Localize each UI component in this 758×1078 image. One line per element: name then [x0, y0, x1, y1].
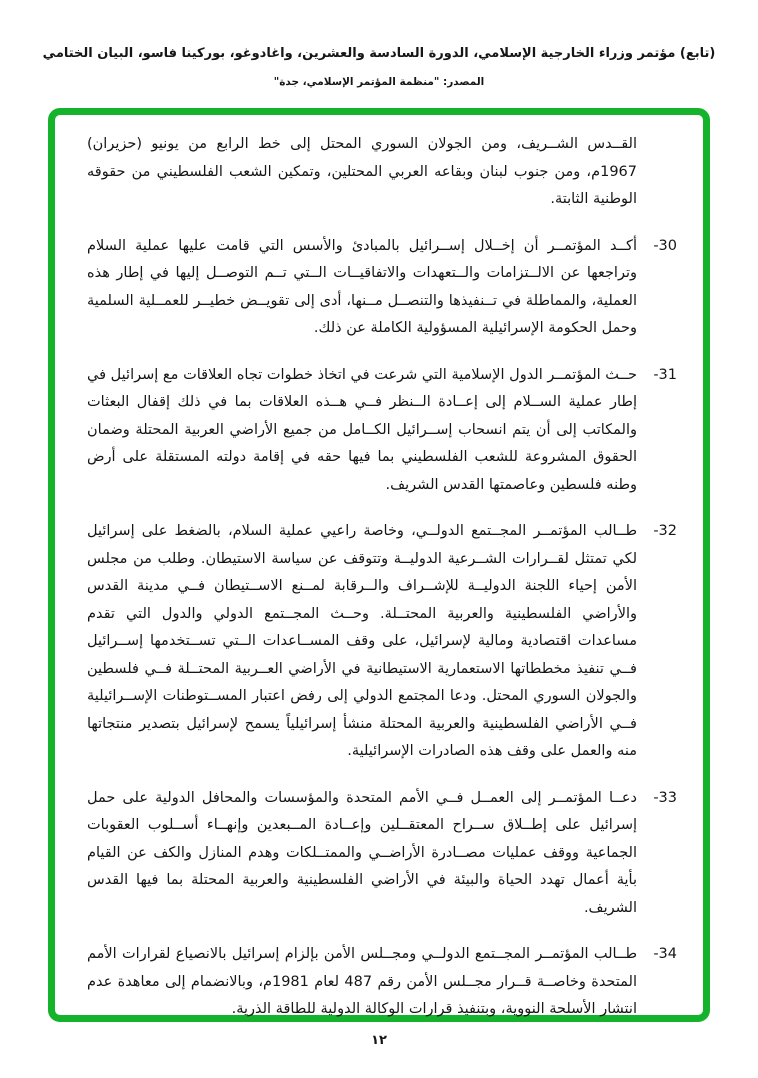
page-footer: [0, 1033, 758, 1048]
item-number-31: -31: [653, 366, 677, 383]
content-border-box: [48, 108, 710, 1022]
item-number-32: -32: [653, 523, 677, 539]
numbered-paragraph-31: [87, 362, 677, 500]
header-source-line: المصدر: "منظمة المؤتمر الإسلامي، جدة": [273, 76, 485, 88]
numbered-paragraph-33: [87, 785, 677, 923]
numbered-paragraph-30: [87, 233, 677, 343]
numbered-paragraph-32: [87, 518, 677, 766]
item-text-31: حــث المؤتمــر الدول الإسلامية التي شرعت في اتخاذ خطوات تجاه العلاقات مع إسرائيل في إطار عملية الســلام إلى إعــادة الــنظر فــي هــذه العلاقات بما في ذلك إقفال البعثات والمكاتب إلى أن يتم انسحاب إســرائيل الكــامل من جميع الأراضي العربية المحتلة وضمان الحقوق المشروعة للشعب الفلسطيني بما فيها حقه في إقامة دولته المستقلة على أرض وطنه فلسطين وعاصمتها القدس الشريف.: [87, 366, 637, 493]
item-text-32: طــالب المؤتمــر المجــتمع الدولــي، وخاصة راعيي عملية السلام، بالضغط على إسرائيل لكي تمتثل لقــرارات الشــرعية الدوليــة وتتوقف عن سياسة الاستيطان. وطلب من مجلس الأمن إحياء اللجنة الدوليــة للإشــراف والــرقابة لمــنع الاســتيطان فــي مدينة القدس والأراضي الفلسطينية والعربية المحتــلة. وحــث المجــتمع الدولي والدول التي تقدم مساعدات اقتصادية ومالية لإسرائيل، على وقف المســاعدات الــتي تســتخدمها إســرائيل فــي تنفيذ مخططاتها الاستعمارية الاستيطانية في الأراضي العــربية المحتــلة فــي فلسطين والجولان السوري المحتل. ودعا المجتمع الدولي إلى رفض اعتبار المســتوطنات الإســرائيلية فــي الأراضي الفلسطينية والعربية المحتلة منشأ إسرائيلياً يسمح لإسرائيل بتصدير منتجاتها منه والعمل على وقف هذه الصادرات الإسرائيلية.: [87, 523, 637, 759]
page-header: [0, 44, 758, 89]
header-title: (تابع) مؤتمر وزراء الخارجية الإسلامي، الدورة السادسة والعشرين، واغادوغو، بوركينا فاسو، البيان الختامي: [42, 46, 716, 61]
page-number: ١٢: [371, 1033, 387, 1048]
item-text-30: أكــد المؤتمــر أن إخــلال إســرائيل بالمبادئ والأسس التي قامت عليها عملية السلام وتراجعها عن الالــتزامات والــتعهدات والاتفاقيــات الــتي تــم التوصــل إليها في إطار هذه العملية، والمماطلة في تــنفيذها والتنصــل مــنها، أدى إلى تقويــض خطيــر للعمــلية السلمية وحمل الحكومة الإسرائيلية المسؤولية الكاملة عن ذلك.: [87, 237, 637, 336]
item-number-33: -33: [653, 789, 677, 806]
item-text-34: طــالب المؤتمــر المجــتمع الدولــي ومجــلس الأمن بإلزام إسرائيل بالانصياع لقرارات الأمم المتحدة وخاصــة قــرار مجــلس الأمن رقم 487 لعام 1981م، وبالانضمام إلى معاهدة عدم انتشار الأسلحة النووية، وبتنفيذ قرارات الوكالة الدولية للطاقة الذرية.: [87, 946, 637, 1017]
numbered-paragraph-34: [87, 941, 677, 1024]
paragraph-continuation: القــدس الشــريف، ومن الجولان السوري المحتل إلى خط الرابع من يونيو (حزيران) 1967م، ومن جنوب لبنان وبقاعه العربي المحتلين، وتمكين الشعب الفلسطيني من حقوقه الوطنية الثابتة.: [87, 136, 637, 207]
item-text-33: دعــا المؤتمــر إلى العمــل فــي الأمم المتحدة والمؤسسات والمحافل الدولية على حمل إسرائيل على إطــلاق ســراح المعتقــلين وإعــادة المــبعدين وإنهــاء أســلوب العقوبات الجماعية ووقف عمليات مصــادرة الأراضــي والممتــلكات وهدم المنازل والكف عن القيام بأية أعمال تهدد الحياة والبيئة في الأراضي الفلسطينية والعربية المحتلة بما فيها القدس الشريف.: [87, 789, 637, 916]
item-number-30: -30: [653, 237, 677, 254]
item-number-34: -34: [653, 946, 677, 962]
